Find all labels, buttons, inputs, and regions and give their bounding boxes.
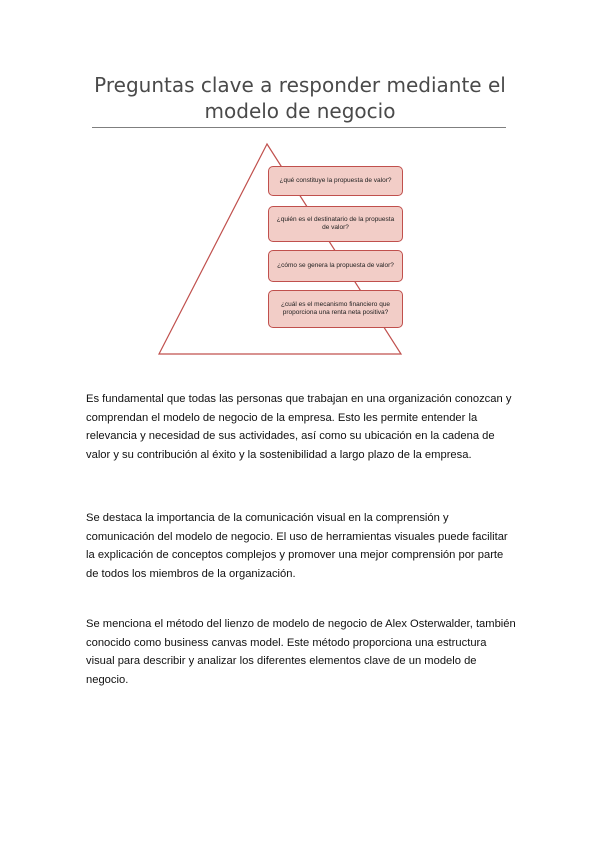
paragraph-1: Es fundamental que todas las personas que trabajan en una organización conozcan y comprendan el modelo de negocio de la empresa. Esto les permite entender la relevancia y necesidad de sus actividades, así como su ubicación en la cadena de valor y su contribución al éxito y la sostenibilidad a largo plazo de la empresa. xyxy=(86,393,512,461)
title-divider xyxy=(92,127,506,128)
question-box-recipient: ¿quién es el destinatario de la propuesta de valor? xyxy=(268,206,403,242)
question-box-generation: ¿cómo se genera la propuesta de valor? xyxy=(268,250,403,282)
pyramid-diagram xyxy=(155,142,405,357)
question-box-value-proposition: ¿qué constituye la propuesta de valor? xyxy=(268,166,403,196)
question-box-financial: ¿cuál es el mecanismo financiero que proporciona una renta neta positiva? xyxy=(268,290,403,328)
paragraph-2: Se destaca la importancia de la comunicación visual en la comprensión y comunicación del modelo de negocio. El uso de herramientas visuales puede facilitar la explicación de conceptos complejos y promover una mejor comprensión por parte de todos los miembros de la organización. xyxy=(86,512,508,580)
page-title: Preguntas clave a responder mediante el modelo de negocio xyxy=(94,73,506,123)
paragraph-3: Se menciona el método del lienzo de modelo de negocio de Alex Osterwalder, también conocido como business canvas model. Este método proporciona una estructura visual para describir y analizar los diferentes elementos clave de un modelo de negocio. xyxy=(86,618,516,686)
